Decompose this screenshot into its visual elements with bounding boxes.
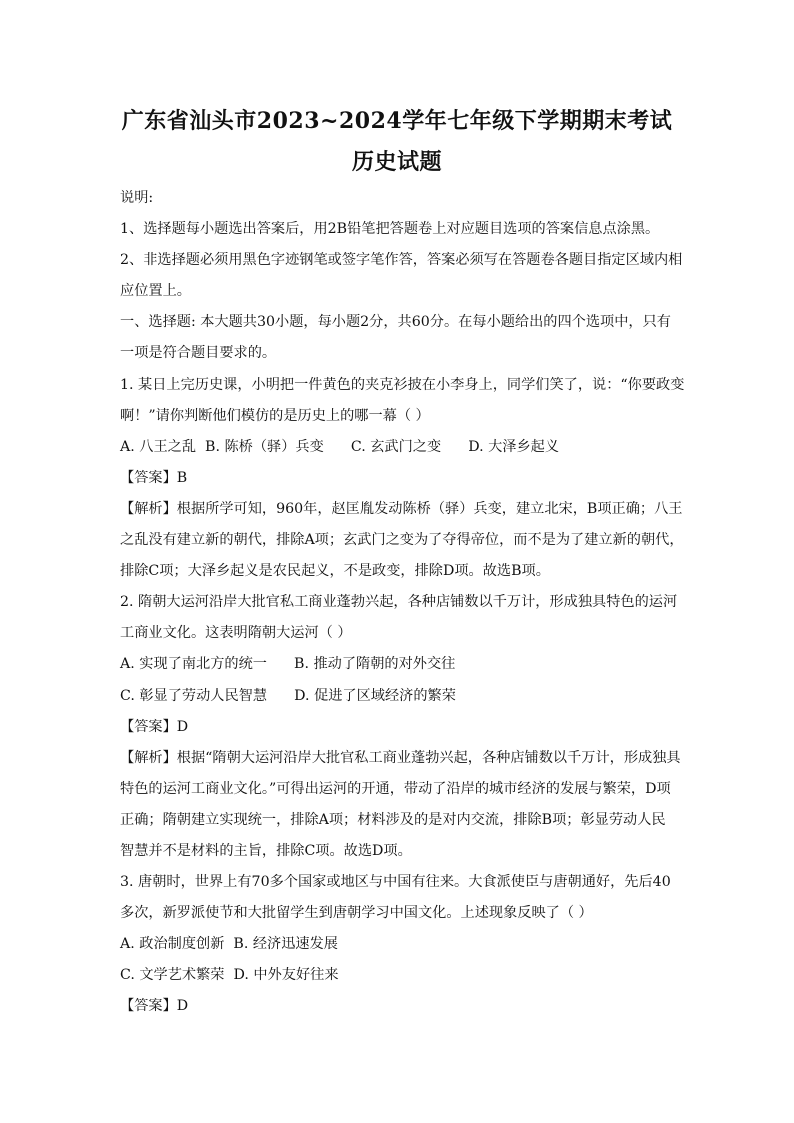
question-1-analysis-line-2: 之乱没有建立新的朝代，排除A项；玄武门之变为了夺得帝位，而不是为了建立新的朝代， — [120, 532, 684, 549]
question-3-options-line-1: A. 政治制度创新 B. 经济迅速发展 — [120, 936, 338, 953]
question-1-analysis-line-3: 排除C项；大泽乡起义是农民起义，不是政变，排除D项。故选B项。 — [120, 563, 550, 580]
question-3-options-line-2: C. 文学艺术繁荣 D. 中外友好往来 — [120, 967, 339, 984]
exam-content — [120, 183, 685, 1023]
question-3-stem-line-2: 多次，新罗派使节和大批留学生到唐朝学习中国文化。上述现象反映了（ ） — [120, 905, 593, 922]
page-title: 广东省汕头市2023~2024学年七年级下学期期末考试 — [121, 108, 673, 134]
question-2-options-line-1: A. 实现了南北方的统一 B. 推动了隋朝的对外交往 — [120, 656, 456, 673]
section-heading-line-2: 一项是符合题目要求的。 — [120, 345, 277, 362]
instruction-item-2-line-1: 2、非选择题必须用黑色字迹钢笔或签字笔作答，答案必须写在答题卷各题目指定区域内相 — [120, 252, 683, 269]
question-1-analysis-line-1: 【解析】根据所学可知，960年，赵匡胤发动陈桥（驿）兵变，建立北宋，B项正确；八王 — [120, 500, 683, 517]
page-subtitle: 历史试题 — [351, 149, 442, 175]
question-1-options: A. 八王之乱 B. 陈桥（驿）兵变 C. 玄武门之变 D. 大泽乡起义 — [120, 438, 560, 455]
question-2-stem-line-2: 工商业文化。这表明隋朝大运河（ ） — [120, 625, 352, 642]
instructions-label: 说明: — [120, 190, 154, 206]
question-2-analysis-line-1: 【解析】根据“隋朝大运河沿岸大批官私工商业蓬勃兴起，各种店铺数以千万计，形成独具 — [120, 749, 681, 766]
instruction-item-2-line-2: 应位置上。 — [120, 283, 191, 300]
question-3-answer: 【答案】D — [120, 998, 189, 1015]
question-1-stem-line-2: 啊！”请你判断他们模仿的是历史上的哪一幕（ ） — [120, 407, 430, 424]
question-2-options-line-2: C. 彰显了劳动人民智慧 D. 促进了区域经济的繁荣 — [120, 687, 456, 704]
question-1-stem-line-1: 1. 某日上完历史课，小明把一件黄色的夹克衫披在小李身上，同学们笑了，说：“你要政变 — [120, 376, 685, 393]
question-2-stem-line-1: 2. 隋朝大运河沿岸大批官私工商业蓬勃兴起，各种店铺数以千万计，形成独具特色的运河 — [120, 594, 678, 611]
question-3-stem-line-1: 3. 唐朝时，世界上有70多个国家或地区与中国有往来。大食派使臣与唐朝通好，先后40 — [120, 874, 671, 891]
question-2-analysis-line-2: 特色的运河工商业文化。”可得出运河的开通，带动了沿岸的城市经济的发展与繁荣，D项 — [120, 780, 671, 797]
question-2-analysis-line-4: 智慧并不是材料的主旨，排除C项。故选D项。 — [120, 842, 412, 859]
question-1-answer: 【答案】B — [120, 469, 188, 486]
question-2-analysis-line-3: 正确；隋朝建立实现统一，排除A项；材料涉及的是对内交流，排除B项；彰显劳动人民 — [120, 811, 666, 828]
question-2-answer: 【答案】D — [120, 718, 189, 735]
instruction-item-1: 1、选择题每小题选出答案后，用2B铅笔把答题卷上对应题目选项的答案信息点涂黑。 — [120, 221, 660, 238]
section-heading-line-1: 一、选择题: 本大题共30小题，每小题2分，共60分。在每小题给出的四个选项中，只有 — [120, 314, 671, 331]
